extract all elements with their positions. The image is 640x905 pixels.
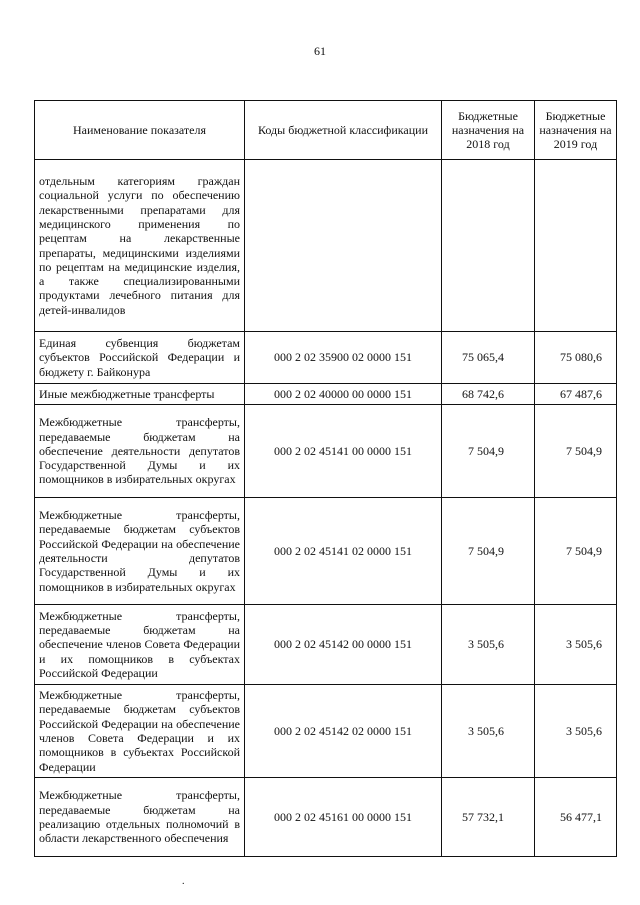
row-code: 000 2 02 45142 02 0000 151 bbox=[245, 685, 442, 778]
header-2019: Бюджетные назначения на 2019 год bbox=[535, 101, 617, 160]
table-row bbox=[35, 605, 617, 685]
table-row bbox=[35, 685, 617, 778]
row-value-2018: 7 504,9 bbox=[442, 498, 535, 605]
table-row bbox=[35, 160, 617, 332]
row-value-2018: 3 505,6 bbox=[442, 605, 535, 685]
row-value-2018: 7 504,9 bbox=[442, 405, 535, 498]
row-name: Межбюджетные трансферты, передаваемые бюджетам на обеспечение членов Совета Федерации и их помощников в субъектах Российской Федерации bbox=[35, 605, 245, 685]
row-code bbox=[245, 160, 442, 332]
table-row bbox=[35, 405, 617, 498]
row-code: 000 2 02 40000 00 0000 151 bbox=[245, 384, 442, 405]
row-value-2018: 68 742,6 bbox=[442, 384, 535, 405]
row-code: 000 2 02 45141 00 0000 151 bbox=[245, 405, 442, 498]
row-value-2019: 7 504,9 bbox=[535, 498, 617, 605]
row-name: отдельным категориям граждан социальной услуги по обеспечению лекарственными препаратами для медицинского применения по рецептам на лекарственные препараты, медицинскими изделиями по рецептам на медицинские изделия, а также специализированными продуктами лечебного питания для детей-инвалидов bbox=[35, 160, 245, 332]
row-value-2019: 3 505,6 bbox=[535, 605, 617, 685]
header-2018: Бюджетные назначения на 2018 год bbox=[442, 101, 535, 160]
row-value-2019: 67 487,6 bbox=[535, 384, 617, 405]
row-name: Межбюджетные трансферты, передаваемые бюджетам на обеспечение деятельности депутатов Государственной Думы и их помощников в избирательных округах bbox=[35, 405, 245, 498]
row-value-2018 bbox=[442, 160, 535, 332]
row-name: Межбюджетные трансферты, передаваемые бюджетам на реализацию отдельных полномочий в области лекарственного обеспечения bbox=[35, 778, 245, 857]
row-value-2018: 3 505,6 bbox=[442, 685, 535, 778]
row-value-2019: 7 504,9 bbox=[535, 405, 617, 498]
page-number: 61 bbox=[314, 44, 326, 58]
row-code: 000 2 02 35900 02 0000 151 bbox=[245, 332, 442, 384]
row-name: Единая субвенция бюджетам субъектов Российской Федерации и бюджету г. Байконура bbox=[35, 332, 245, 384]
table-row bbox=[35, 384, 617, 405]
footer-mark: . bbox=[182, 876, 185, 887]
row-code: 000 2 02 45142 00 0000 151 bbox=[245, 605, 442, 685]
header-code: Коды бюджетной классификации bbox=[245, 101, 442, 160]
table-row bbox=[35, 498, 617, 605]
table-row bbox=[35, 332, 617, 384]
row-name: Иные межбюджетные трансферты bbox=[35, 384, 245, 405]
row-name: Межбюджетные трансферты, передаваемые бюджетам субъектов Российской Федерации на обеспечение деятельности депутатов Государственной Думы и их помощников в избирательных округах bbox=[35, 498, 245, 605]
budget-table bbox=[34, 100, 617, 857]
header-name: Наименование показателя bbox=[35, 101, 245, 160]
row-value-2019: 75 080,6 bbox=[535, 332, 617, 384]
row-value-2018: 57 732,1 bbox=[442, 778, 535, 857]
row-code: 000 2 02 45161 00 0000 151 bbox=[245, 778, 442, 857]
table-row bbox=[35, 778, 617, 857]
row-value-2018: 75 065,4 bbox=[442, 332, 535, 384]
row-value-2019: 3 505,6 bbox=[535, 685, 617, 778]
row-name: Межбюджетные трансферты, передаваемые бюджетам субъектов Российской Федерации на обеспечение членов Совета Федерации и их помощников в субъектах Российской Федерации bbox=[35, 685, 245, 778]
table-header-row bbox=[35, 101, 617, 160]
row-value-2019 bbox=[535, 160, 617, 332]
row-value-2019: 56 477,1 bbox=[535, 778, 617, 857]
row-code: 000 2 02 45141 02 0000 151 bbox=[245, 498, 442, 605]
